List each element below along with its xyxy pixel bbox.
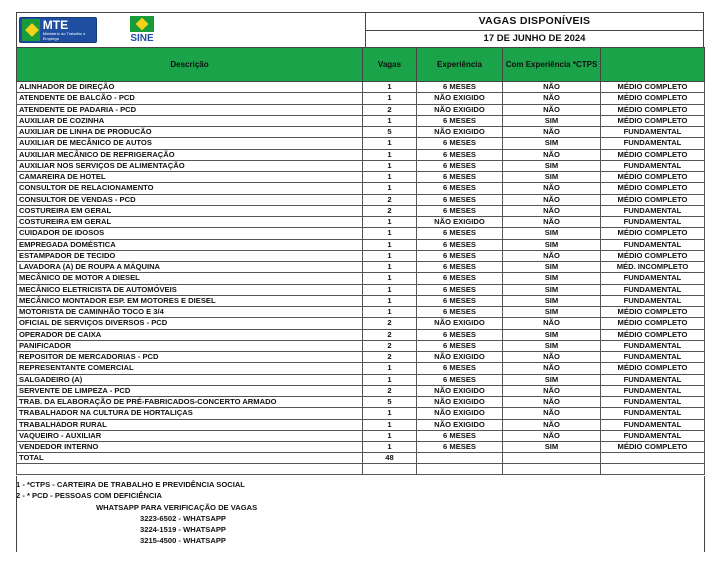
table-row	[17, 329, 705, 340]
cell-description: MOTORISTA DE CAMINHÃO TOCO E 3/4	[17, 307, 363, 318]
cell-vacancies: 1	[363, 408, 417, 419]
cell-education: MÉDIO COMPLETO	[601, 194, 705, 205]
cell-experience: 6 MESES	[417, 160, 503, 171]
cell-ctps: NÃO	[503, 127, 601, 138]
mte-logo	[19, 17, 97, 43]
cell-vacancies: 1	[363, 149, 417, 160]
cell-vacancies: 1	[363, 115, 417, 126]
cell-experience: 6 MESES	[417, 82, 503, 93]
cell-experience: 6 MESES	[417, 363, 503, 374]
cell-education: FUNDAMENTAL	[601, 374, 705, 385]
cell-description: MECÂNICO ELETRICISTA DE AUTOMÓVEIS	[17, 284, 363, 295]
cell-experience: NÃO EXIGIDO	[417, 93, 503, 104]
cell-description: CONSULTOR DE RELACIONAMENTO	[17, 183, 363, 194]
page-date: 17 DE JUNHO DE 2024	[483, 33, 586, 45]
cell-education: MÉDIO COMPLETO	[601, 363, 705, 374]
table-row	[17, 397, 705, 408]
cell-vacancies: 1	[363, 82, 417, 93]
cell-education: FUNDAMENTAL	[601, 284, 705, 295]
cell-vacancies: 1	[363, 262, 417, 273]
table-row	[17, 138, 705, 149]
table-row	[17, 408, 705, 419]
cell-vacancies: 1	[363, 183, 417, 194]
cell-education: FUNDAMENTAL	[601, 385, 705, 396]
cell-vacancies: 1	[363, 295, 417, 306]
cell-description: AUXILIAR DE LINHA DE PRODUCÃO	[17, 127, 363, 138]
column-header-vacancies: Vagas	[363, 48, 417, 82]
cell-description: VAQUEIRO - AUXILIAR	[17, 430, 363, 441]
table-row	[17, 419, 705, 430]
cell-description: AUXILIAR NOS SERVIÇOS DE ALIMENTAÇÃO	[17, 160, 363, 171]
table-header-row	[17, 48, 705, 82]
total-row	[17, 453, 705, 464]
cell-education: MÉDIO COMPLETO	[601, 250, 705, 261]
cell-experience: 6 MESES	[417, 307, 503, 318]
table-row	[17, 82, 705, 93]
cell-experience: NÃO EXIGIDO	[417, 217, 503, 228]
cell-ctps: NÃO	[503, 430, 601, 441]
cell-ctps: SIM	[503, 138, 601, 149]
cell-education: FUNDAMENTAL	[601, 239, 705, 250]
table-row	[17, 217, 705, 228]
cell-vacancies: 2	[363, 205, 417, 216]
title-box	[365, 13, 703, 47]
table-row	[17, 183, 705, 194]
cell-education: MÉDIO COMPLETO	[601, 329, 705, 340]
table-row	[17, 250, 705, 261]
whatsapp-title: WHATSAPP PARA VERIFICAÇÃO DE VAGAS	[96, 502, 258, 512]
cell-vacancies: 1	[363, 160, 417, 171]
cell-experience: NÃO EXIGIDO	[417, 104, 503, 115]
cell-vacancies: 2	[363, 329, 417, 340]
table-row	[17, 318, 705, 329]
cell-education: MÉDIO COMPLETO	[601, 115, 705, 126]
cell-vacancies: 2	[363, 352, 417, 363]
cell-experience: NÃO EXIGIDO	[417, 352, 503, 363]
cell-ctps: SIM	[503, 160, 601, 171]
cell-description: CUIDADOR DE IDOSOS	[17, 228, 363, 239]
cell-ctps: NÃO	[503, 363, 601, 374]
table-row	[17, 262, 705, 273]
cell-description: MECÂNICO DE MOTOR A DIESEL	[17, 273, 363, 284]
mte-logo-text: MTE	[42, 18, 69, 32]
job-listing-sheet	[16, 12, 704, 546]
cell-experience: NÃO EXIGIDO	[417, 127, 503, 138]
cell-description: EMPREGADA DOMÉSTICA	[17, 239, 363, 250]
cell-experience: 6 MESES	[417, 442, 503, 453]
cell-ctps: NÃO	[503, 104, 601, 115]
table-row	[17, 430, 705, 441]
cell-vacancies: 1	[363, 363, 417, 374]
table-row	[17, 295, 705, 306]
whatsapp-phone: 3223-6502 - WHATSAPP	[140, 513, 226, 523]
column-header-ctps: Com Experiência *CTPS	[503, 48, 601, 82]
cell-description: SERVENTE DE LIMPEZA - PCD	[17, 385, 363, 396]
cell-experience: 6 MESES	[417, 115, 503, 126]
cell-experience: NÃO EXIGIDO	[417, 318, 503, 329]
cell-ctps: NÃO	[503, 318, 601, 329]
total-value: 48	[363, 453, 417, 464]
cell-education: MÉDIO COMPLETO	[601, 82, 705, 93]
cell-description: SALGADEIRO (A)	[17, 374, 363, 385]
table-row	[17, 239, 705, 250]
table-row	[17, 115, 705, 126]
cell-vacancies: 5	[363, 397, 417, 408]
cell-ctps: NÃO	[503, 419, 601, 430]
cell-vacancies: 1	[363, 228, 417, 239]
cell-vacancies: 5	[363, 127, 417, 138]
cell-ctps: NÃO	[503, 352, 601, 363]
table-row	[17, 352, 705, 363]
column-header-experience: Experiência	[417, 48, 503, 82]
table-row	[17, 104, 705, 115]
cell-education: FUNDAMENTAL	[601, 352, 705, 363]
cell-vacancies: 1	[363, 250, 417, 261]
cell-description: AUXILIAR DE COZINHA	[17, 115, 363, 126]
cell-education: FUNDAMENTAL	[601, 205, 705, 216]
cell-description: AUXILIAR MECÂNICO DE REFRIGERAÇÃO	[17, 149, 363, 160]
cell-ctps: SIM	[503, 442, 601, 453]
cell-education: MÉD. INCOMPLETO	[601, 262, 705, 273]
cell-vacancies: 1	[363, 374, 417, 385]
cell-experience: 6 MESES	[417, 250, 503, 261]
cell-description: PANIFICADOR	[17, 340, 363, 351]
table-row	[17, 172, 705, 183]
cell-description: TRAB. DA ELABORAÇÃO DE PRÉ-FABRICADOS-CONCERTO ARMADO	[17, 397, 363, 408]
table-row	[17, 363, 705, 374]
cell-experience: NÃO EXIGIDO	[417, 397, 503, 408]
cell-vacancies: 2	[363, 318, 417, 329]
cell-description: COSTUREIRA EM GERAL	[17, 205, 363, 216]
cell-vacancies: 1	[363, 217, 417, 228]
table-row	[17, 93, 705, 104]
column-header-education	[601, 48, 705, 82]
table-row	[17, 442, 705, 453]
table-row	[17, 149, 705, 160]
cell-experience: 6 MESES	[417, 205, 503, 216]
cell-education: FUNDAMENTAL	[601, 217, 705, 228]
cell-description: COSTUREIRA EM GERAL	[17, 217, 363, 228]
cell-ctps: NÃO	[503, 93, 601, 104]
cell-education: FUNDAMENTAL	[601, 340, 705, 351]
cell-ctps: SIM	[503, 374, 601, 385]
cell-ctps: SIM	[503, 307, 601, 318]
table-row	[17, 307, 705, 318]
cell-vacancies: 1	[363, 239, 417, 250]
cell-description: ESTAMPADOR DE TECIDO	[17, 250, 363, 261]
cell-experience: 6 MESES	[417, 228, 503, 239]
cell-education: MÉDIO COMPLETO	[601, 104, 705, 115]
total-label: TOTAL	[17, 453, 363, 464]
cell-vacancies: 2	[363, 104, 417, 115]
cell-ctps: NÃO	[503, 250, 601, 261]
cell-description: CAMAREIRA DE HOTEL	[17, 172, 363, 183]
cell-ctps: SIM	[503, 262, 601, 273]
cell-experience: 6 MESES	[417, 194, 503, 205]
cell-education: FUNDAMENTAL	[601, 408, 705, 419]
cell-experience: NÃO EXIGIDO	[417, 385, 503, 396]
cell-education: FUNDAMENTAL	[601, 160, 705, 171]
cell-description: ATENDENTE DE PADARIA - PCD	[17, 104, 363, 115]
page-title: VAGAS DISPONÍVEIS	[366, 13, 703, 31]
cell-vacancies: 1	[363, 93, 417, 104]
table-row	[17, 127, 705, 138]
cell-ctps: NÃO	[503, 385, 601, 396]
cell-education: FUNDAMENTAL	[601, 419, 705, 430]
sheet-header	[16, 12, 704, 47]
cell-experience: 6 MESES	[417, 430, 503, 441]
brazil-flag-icon	[22, 19, 40, 41]
cell-ctps: NÃO	[503, 217, 601, 228]
whatsapp-phone: 3224-1519 - WHATSAPP	[140, 525, 226, 535]
cell-description: VENDEDOR INTERNO	[17, 442, 363, 453]
cell-education: MÉDIO COMPLETO	[601, 318, 705, 329]
cell-description: OPERADOR DE CAIXA	[17, 329, 363, 340]
sine-logo	[125, 16, 159, 44]
cell-education: FUNDAMENTAL	[601, 138, 705, 149]
vacancies-table	[16, 47, 705, 475]
cell-ctps: SIM	[503, 115, 601, 126]
cell-ctps: NÃO	[503, 149, 601, 160]
cell-education: FUNDAMENTAL	[601, 397, 705, 408]
cell-ctps: SIM	[503, 295, 601, 306]
left-border-line	[16, 476, 17, 552]
cell-vacancies: 1	[363, 273, 417, 284]
cell-education: MÉDIO COMPLETO	[601, 172, 705, 183]
cell-vacancies: 1	[363, 284, 417, 295]
cell-description: REPOSITOR DE MERCADORIAS - PCD	[17, 352, 363, 363]
cell-vacancies: 2	[363, 194, 417, 205]
table-row	[17, 385, 705, 396]
cell-description: CONSULTOR DE VENDAS - PCD	[17, 194, 363, 205]
cell-vacancies: 1	[363, 138, 417, 149]
cell-description: TRABALHADOR RURAL	[17, 419, 363, 430]
cell-ctps: SIM	[503, 273, 601, 284]
cell-education: FUNDAMENTAL	[601, 127, 705, 138]
cell-description: TRABALHADOR NA CULTURA DE HORTALIÇAS	[17, 408, 363, 419]
cell-description: ATENDENTE DE BALCÃO - PCD	[17, 93, 363, 104]
table-row	[17, 194, 705, 205]
cell-vacancies: 1	[363, 172, 417, 183]
cell-vacancies: 1	[363, 442, 417, 453]
cell-description: LAVADORA (A) DE ROUPA A MÁQUINA	[17, 262, 363, 273]
cell-education: MÉDIO COMPLETO	[601, 442, 705, 453]
table-row	[17, 205, 705, 216]
cell-vacancies: 1	[363, 307, 417, 318]
cell-description: AUXILIAR DE MECÂNICO DE AUTOS	[17, 138, 363, 149]
cell-ctps: NÃO	[503, 397, 601, 408]
cell-ctps: NÃO	[503, 205, 601, 216]
cell-vacancies: 1	[363, 419, 417, 430]
cell-ctps: SIM	[503, 239, 601, 250]
cell-vacancies: 1	[363, 430, 417, 441]
sine-flag-icon	[130, 16, 154, 32]
blank-row	[17, 464, 705, 475]
table-row	[17, 284, 705, 295]
cell-vacancies: 2	[363, 340, 417, 351]
cell-description: OFICIAL DE SERVIÇOS DIVERSOS - PCD	[17, 318, 363, 329]
cell-experience: 6 MESES	[417, 329, 503, 340]
footer-notes	[16, 479, 704, 546]
cell-education: FUNDAMENTAL	[601, 430, 705, 441]
footnote-pcd: 2 - * PCD - PESSOAS COM DEFICIÊNCIA	[16, 491, 162, 501]
cell-education: MÉDIO COMPLETO	[601, 93, 705, 104]
cell-ctps: SIM	[503, 329, 601, 340]
cell-education: MÉDIO COMPLETO	[601, 183, 705, 194]
cell-ctps: NÃO	[503, 194, 601, 205]
cell-description: REPRESENTANTE COMERCIAL	[17, 363, 363, 374]
cell-education: MÉDIO COMPLETO	[601, 149, 705, 160]
cell-description: MECÂNICO MONTADOR ESP. EM MOTORES E DIESEL	[17, 295, 363, 306]
table-row	[17, 374, 705, 385]
sine-logo-text: SINE	[130, 33, 154, 44]
cell-ctps: SIM	[503, 340, 601, 351]
cell-experience: 6 MESES	[417, 273, 503, 284]
whatsapp-phone: 3215-4500 - WHATSAPP	[140, 536, 226, 546]
cell-description: ALINHADOR DE DIREÇÃO	[17, 82, 363, 93]
cell-experience: 6 MESES	[417, 374, 503, 385]
cell-experience: 6 MESES	[417, 149, 503, 160]
cell-ctps: SIM	[503, 228, 601, 239]
cell-education: MÉDIO COMPLETO	[601, 307, 705, 318]
column-header-description: Descrição	[17, 48, 363, 82]
cell-ctps: SIM	[503, 172, 601, 183]
table-row	[17, 160, 705, 171]
table-body	[17, 82, 705, 453]
cell-experience: 6 MESES	[417, 239, 503, 250]
cell-experience: 6 MESES	[417, 284, 503, 295]
cell-experience: 6 MESES	[417, 183, 503, 194]
cell-experience: 6 MESES	[417, 295, 503, 306]
cell-education: FUNDAMENTAL	[601, 295, 705, 306]
cell-experience: NÃO EXIGIDO	[417, 419, 503, 430]
cell-experience: 6 MESES	[417, 172, 503, 183]
cell-education: FUNDAMENTAL	[601, 273, 705, 284]
right-border-line	[704, 476, 705, 552]
cell-ctps: NÃO	[503, 183, 601, 194]
table-row	[17, 340, 705, 351]
table-row	[17, 228, 705, 239]
mte-logo-subtext: Ministério do Trabalho e Emprego	[42, 31, 86, 41]
cell-experience: 6 MESES	[417, 262, 503, 273]
cell-ctps: NÃO	[503, 82, 601, 93]
cell-ctps: SIM	[503, 284, 601, 295]
cell-experience: 6 MESES	[417, 138, 503, 149]
footnote-ctps: 1 - *CTPS - CARTEIRA DE TRABALHO E PREVIDÊNCIA SOCIAL	[16, 480, 245, 490]
cell-education: MÉDIO COMPLETO	[601, 228, 705, 239]
cell-ctps: NÃO	[503, 408, 601, 419]
cell-experience: 6 MESES	[417, 340, 503, 351]
cell-experience: NÃO EXIGIDO	[417, 408, 503, 419]
table-row	[17, 273, 705, 284]
logos-area	[17, 13, 365, 47]
cell-vacancies: 2	[363, 385, 417, 396]
